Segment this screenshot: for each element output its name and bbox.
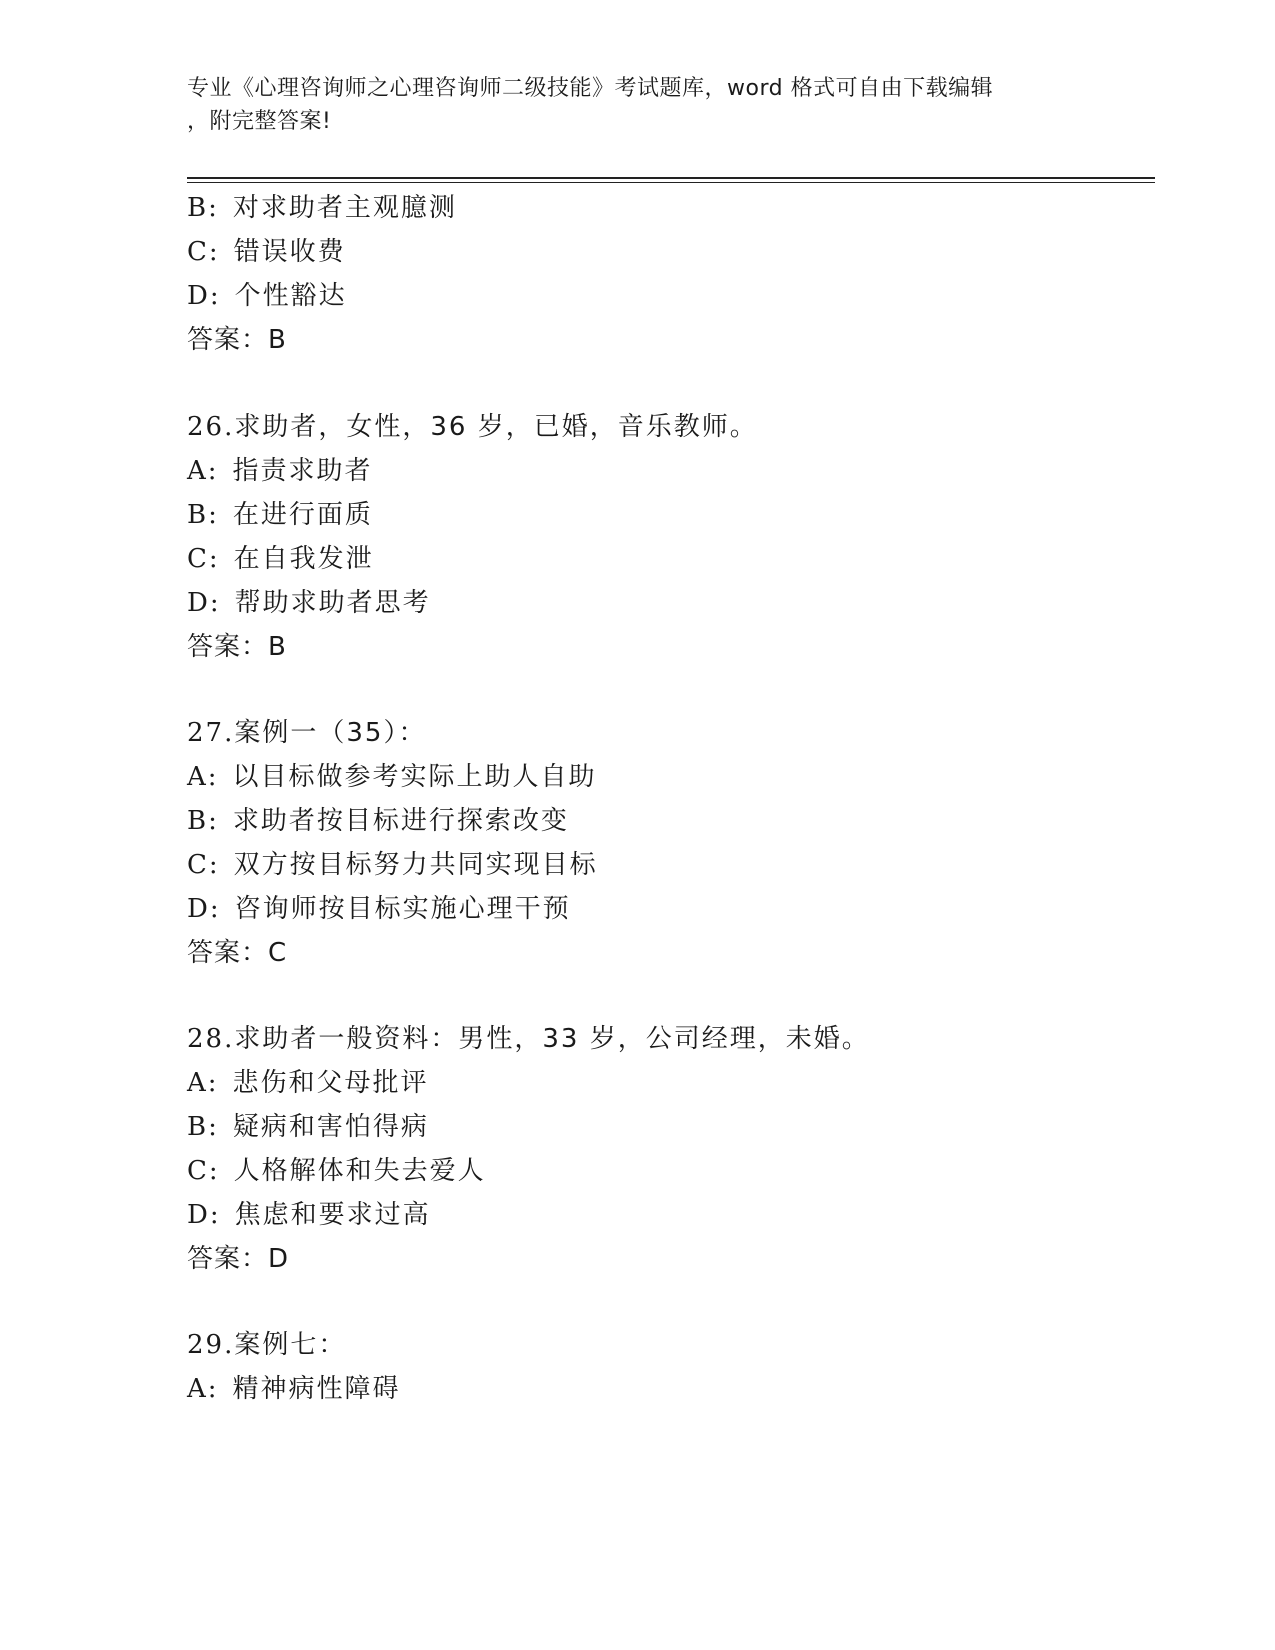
option-text: 疑病和害怕得病	[232, 1112, 429, 1142]
option-text: 双方按目标努力共同实现目标	[233, 850, 598, 880]
option-text: 在自我发泄	[233, 544, 374, 574]
question-number: 27.	[187, 718, 235, 748]
option-row	[187, 235, 346, 269]
option-row	[187, 498, 373, 532]
answer-line: 答案：B	[187, 325, 287, 355]
option-letter: A:	[187, 762, 219, 792]
option-row	[187, 1154, 486, 1188]
option-text: 错误收费	[233, 237, 346, 267]
option-text: 悲伤和父母批评	[232, 1068, 429, 1098]
option-text: 个性豁达	[234, 281, 347, 311]
option-row	[187, 1198, 431, 1232]
option-row	[187, 848, 598, 882]
question-stem	[187, 1022, 870, 1056]
option-letter: A:	[187, 1374, 219, 1404]
answer-line: 答案：B	[187, 632, 287, 662]
question-text: 案例一（35）：	[234, 718, 427, 748]
question-stem	[187, 716, 426, 750]
option-text: 焦虑和要求过高	[234, 1200, 431, 1230]
question-text: 求助者一般资料：男性，33 岁，公司经理，未婚。	[234, 1024, 870, 1054]
option-text: 咨询师按目标实施心理干预	[234, 894, 571, 924]
option-text: 帮助求助者思考	[234, 588, 431, 618]
option-row	[187, 1066, 429, 1100]
question-number: 26.	[187, 412, 235, 442]
option-text: 求助者按目标进行探索改变	[232, 806, 569, 836]
option-row	[187, 454, 373, 488]
option-letter: C:	[187, 544, 220, 574]
option-letter: B:	[187, 806, 219, 836]
option-text: 精神病性障碍	[232, 1374, 401, 1404]
answer-line: 答案：D	[187, 1244, 290, 1274]
question-number: 28.	[187, 1024, 235, 1054]
answer-line: 答案：C	[187, 938, 288, 968]
option-row	[187, 1110, 429, 1144]
header-divider-thick	[187, 177, 1155, 179]
option-row	[187, 1372, 401, 1406]
question-stem	[187, 410, 758, 444]
option-text: 人格解体和失去爱人	[233, 1156, 486, 1186]
question-text: 案例七：	[234, 1330, 347, 1360]
option-text: 指责求助者	[232, 456, 373, 486]
option-letter: C:	[187, 237, 220, 267]
option-letter: D:	[187, 588, 221, 618]
option-letter: B:	[187, 500, 219, 530]
option-row	[187, 542, 374, 576]
header-divider-thin	[187, 182, 1155, 183]
option-letter: B:	[187, 193, 219, 223]
option-row	[187, 586, 431, 620]
option-letter: A:	[187, 456, 219, 486]
question-stem	[187, 1328, 346, 1362]
option-text: 以目标做参考实际上助人自助	[232, 762, 597, 792]
option-row	[187, 804, 569, 838]
option-row	[187, 760, 597, 794]
page-header	[187, 72, 1087, 138]
option-text: 对求助者主观臆测	[232, 193, 457, 223]
option-row	[187, 279, 347, 313]
option-letter: C:	[187, 1156, 220, 1186]
question-number: 29.	[187, 1330, 235, 1360]
question-text: 求助者，女性，36 岁，已婚，音乐教师。	[234, 412, 758, 442]
option-row	[187, 892, 571, 926]
option-letter: D:	[187, 281, 221, 311]
option-letter: D:	[187, 894, 221, 924]
option-letter: C:	[187, 850, 220, 880]
header-line-2: ，附完整答案!	[187, 109, 332, 134]
option-letter: D:	[187, 1200, 221, 1230]
option-letter: A:	[187, 1068, 219, 1098]
option-row	[187, 191, 457, 225]
option-letter: B:	[187, 1112, 219, 1142]
header-line-1: 专业《心理咨询师之心理咨询师二级技能》考试题库，word 格式可自由下载编辑	[187, 76, 994, 101]
option-text: 在进行面质	[232, 500, 373, 530]
